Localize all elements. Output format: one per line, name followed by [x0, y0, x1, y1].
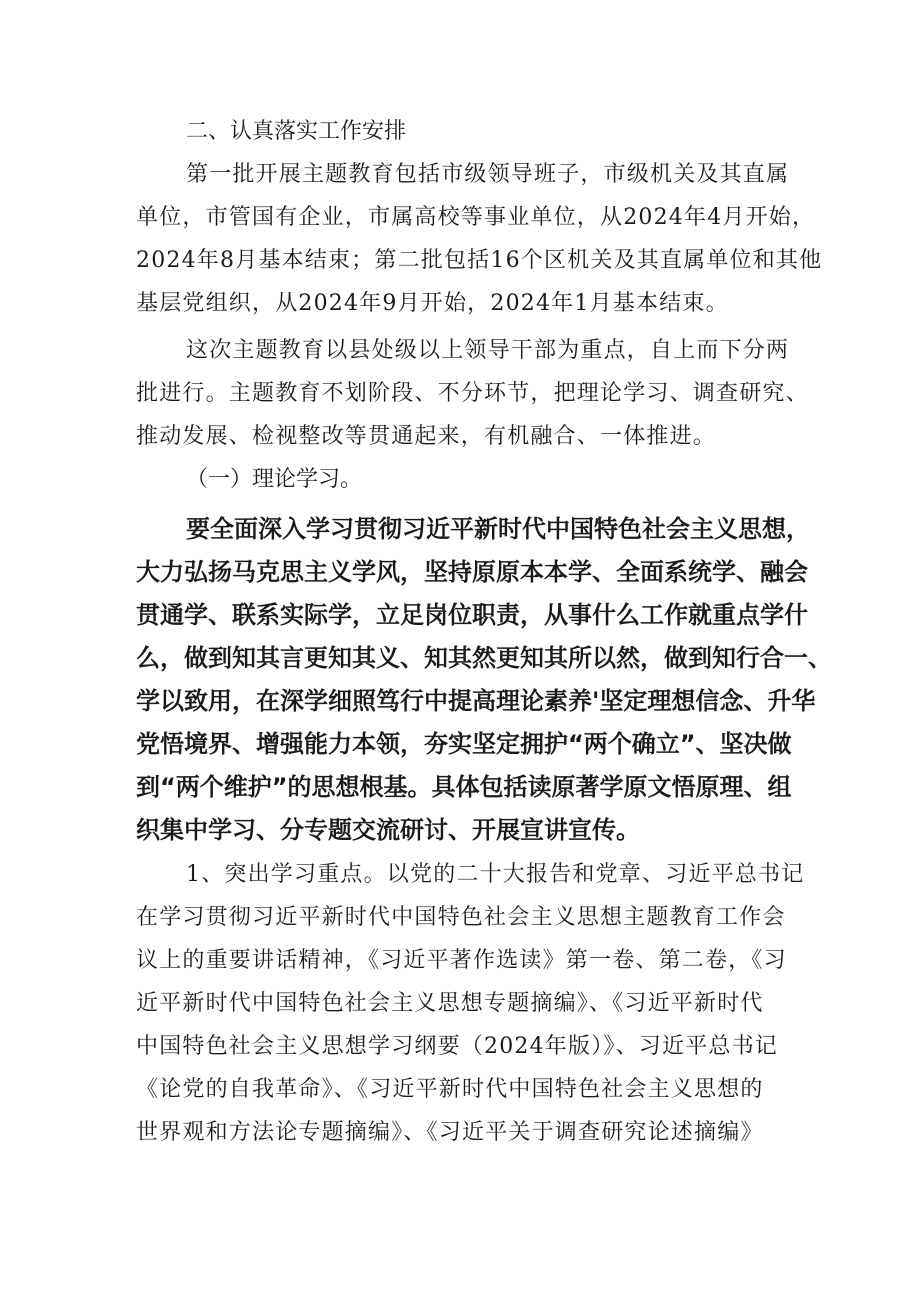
paragraph-line: 第一批开展主题教育包括市级领导班子，市级机关及其直属: [186, 162, 790, 187]
section-heading: 二、认真落实工作安排: [186, 119, 407, 144]
paragraph-line: 1、突出学习重点。以党的二十大报告和党章、习近平总书记: [186, 862, 805, 887]
paragraph-line: 推动发展、检视整改等贯通起来，有机融合、一体推进。: [136, 424, 717, 449]
paragraph-line: 批进行。主题教育不划阶段、不分环节，把理论学习、调查研究、: [136, 381, 809, 406]
paragraph-line: 《论党的自我革命》、《习近平新时代中国特色社会主义思想的: [136, 1077, 764, 1102]
paragraph-line: 么，做到知其言更知其义、知其然更知其所以然，做到知行合一、: [136, 644, 832, 672]
paragraph-line: 在学习贯彻习近平新时代中国特色社会主义思想主题教育工作会: [136, 905, 786, 930]
paragraph-line: 世界观和方法论专题摘编》、《习近平关于调查研究论述摘编》: [136, 1120, 764, 1145]
paragraph-line: 2024年8月基本结束；第二批包括16个区机关及其直属单位和其他: [136, 248, 823, 273]
paragraph-line: 党悟境界、增强能力本领，夯实坚定拥护“两个确立”、坚决做: [136, 730, 792, 758]
paragraph-line: 要全面深入学习贯彻习近平新时代中国特色社会主义思想，: [186, 515, 810, 543]
paragraph-line: 基层党组织，从2024年9月开始，2024年1月基本结束。: [136, 291, 729, 316]
paragraph-line: 近平新时代中国特色社会主义思想专题摘编》、《习近平新时代: [136, 991, 764, 1016]
paragraph-line: 学以致用，在深学细照笃行中提高理论素养'坚定理想信念、升华: [136, 687, 816, 715]
paragraph-line: 中国特色社会主义思想学习纲要（2024年版）》、习近平总书记: [136, 1034, 778, 1059]
paragraph-line: 大力弘扬马克思主义学风，坚持原原本本学、全面系统学、融会: [136, 558, 808, 586]
paragraph-line: 织集中学习、分专题交流研讨、开展宣讲宣传。: [136, 816, 640, 844]
paragraph-line: 单位，市管国有企业，市属高校等事业单位，从2024年4月开始，: [136, 205, 816, 230]
subheading-theory-study: （一）理论学习。: [186, 467, 363, 492]
paragraph-line: 议上的重要讲话精神，《习近平著作选读》第一卷、第二卷，《习: [136, 948, 787, 973]
paragraph-line: 到“两个维护”的思想根基。具体包括读原著学原文悟原理、组: [136, 773, 792, 801]
paragraph-line: 这次主题教育以县处级以上领导干部为重点，自上而下分两: [186, 338, 790, 363]
paragraph-line: 贯通学、联系实际学，立足岗位职责，从事什么工作就重点学什: [136, 601, 808, 629]
